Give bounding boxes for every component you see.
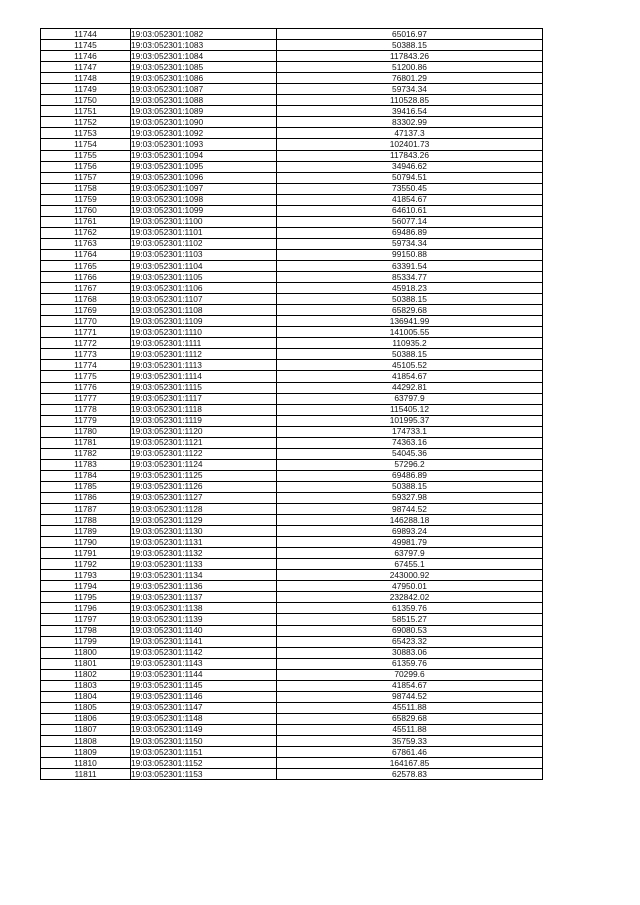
amount-cell: 56077.14: [277, 216, 543, 227]
amount-cell: 98744.52: [277, 691, 543, 702]
cadastral-number-cell: 19:03:052301:1118: [131, 404, 277, 415]
row-number-cell: 11744: [41, 29, 131, 40]
cadastral-number-cell: 19:03:052301:1113: [131, 360, 277, 371]
cadastral-number-cell: 19:03:052301:1150: [131, 736, 277, 747]
row-number-cell: 11770: [41, 316, 131, 327]
table-row: [41, 769, 543, 780]
cadastral-number-cell: 19:03:052301:1145: [131, 680, 277, 691]
cadastral-number-cell: 19:03:052301:1132: [131, 548, 277, 559]
row-number-cell: 11796: [41, 603, 131, 614]
table-row: [41, 537, 543, 548]
row-number-cell: 11752: [41, 117, 131, 128]
amount-cell: 30883.06: [277, 647, 543, 658]
row-number-cell: 11803: [41, 680, 131, 691]
cadastral-number-cell: 19:03:052301:1143: [131, 658, 277, 669]
row-number-cell: 11749: [41, 84, 131, 95]
cadastral-number-cell: 19:03:052301:1108: [131, 305, 277, 316]
cadastral-number-cell: 19:03:052301:1095: [131, 161, 277, 172]
cadastral-number-cell: 19:03:052301:1083: [131, 40, 277, 51]
table-row: [41, 459, 543, 470]
row-number-cell: 11784: [41, 470, 131, 481]
table-row: [41, 393, 543, 404]
cadastral-number-cell: 19:03:052301:1133: [131, 559, 277, 570]
cadastral-number-cell: 19:03:052301:1117: [131, 393, 277, 404]
table-row: [41, 227, 543, 238]
table-row: [41, 481, 543, 492]
row-number-cell: 11777: [41, 393, 131, 404]
cadastral-number-cell: 19:03:052301:1134: [131, 570, 277, 581]
row-number-cell: 11780: [41, 426, 131, 437]
amount-cell: 69486.89: [277, 470, 543, 481]
cadastral-number-cell: 19:03:052301:1096: [131, 172, 277, 183]
cadastral-number-cell: 19:03:052301:1103: [131, 249, 277, 260]
cadastral-number-cell: 19:03:052301:1119: [131, 415, 277, 426]
amount-cell: 67861.46: [277, 747, 543, 758]
cadastral-number-cell: 19:03:052301:1098: [131, 194, 277, 205]
amount-cell: 110528.85: [277, 95, 543, 106]
cadastral-number-cell: 19:03:052301:1082: [131, 29, 277, 40]
cadastral-number-cell: 19:03:052301:1138: [131, 603, 277, 614]
cadastral-number-cell: 19:03:052301:1144: [131, 669, 277, 680]
table-row: [41, 183, 543, 194]
amount-cell: 69486.89: [277, 227, 543, 238]
row-number-cell: 11782: [41, 448, 131, 459]
table-row: [41, 603, 543, 614]
amount-cell: 99150.88: [277, 249, 543, 260]
row-number-cell: 11760: [41, 205, 131, 216]
amount-cell: 64610.61: [277, 205, 543, 216]
table-row: [41, 548, 543, 559]
table-row: [41, 95, 543, 106]
amount-cell: 115405.12: [277, 404, 543, 415]
table-row: [41, 238, 543, 249]
amount-cell: 63797.9: [277, 548, 543, 559]
amount-cell: 34946.62: [277, 161, 543, 172]
amount-cell: 232842.02: [277, 592, 543, 603]
amount-cell: 44292.81: [277, 382, 543, 393]
row-number-cell: 11797: [41, 614, 131, 625]
table-row: [41, 669, 543, 680]
row-number-cell: 11753: [41, 128, 131, 139]
cadastral-number-cell: 19:03:052301:1121: [131, 437, 277, 448]
amount-cell: 50388.15: [277, 481, 543, 492]
amount-cell: 41854.67: [277, 194, 543, 205]
amount-cell: 65423.32: [277, 636, 543, 647]
row-number-cell: 11754: [41, 139, 131, 150]
amount-cell: 50794.51: [277, 172, 543, 183]
amount-cell: 50388.15: [277, 40, 543, 51]
row-number-cell: 11746: [41, 51, 131, 62]
table-row: [41, 559, 543, 570]
row-number-cell: 11801: [41, 658, 131, 669]
amount-cell: 243000.92: [277, 570, 543, 581]
amount-cell: 35759.33: [277, 736, 543, 747]
cadastral-number-cell: 19:03:052301:1139: [131, 614, 277, 625]
cadastral-number-cell: 19:03:052301:1104: [131, 260, 277, 271]
row-number-cell: 11800: [41, 647, 131, 658]
cadastral-number-cell: 19:03:052301:1089: [131, 106, 277, 117]
row-number-cell: 11748: [41, 73, 131, 84]
row-number-cell: 11779: [41, 415, 131, 426]
data-table: [40, 28, 543, 780]
amount-cell: 65829.68: [277, 713, 543, 724]
table-row: [41, 636, 543, 647]
table-row: [41, 415, 543, 426]
cadastral-number-cell: 19:03:052301:1101: [131, 227, 277, 238]
amount-cell: 45105.52: [277, 360, 543, 371]
amount-cell: 73550.45: [277, 183, 543, 194]
amount-cell: 50388.15: [277, 294, 543, 305]
amount-cell: 47137.3: [277, 128, 543, 139]
table-row: [41, 249, 543, 260]
table-row: [41, 29, 543, 40]
amount-cell: 63797.9: [277, 393, 543, 404]
table-row: [41, 713, 543, 724]
table-row: [41, 724, 543, 735]
row-number-cell: 11798: [41, 625, 131, 636]
row-number-cell: 11789: [41, 526, 131, 537]
row-number-cell: 11778: [41, 404, 131, 415]
row-number-cell: 11765: [41, 260, 131, 271]
document-page: [40, 28, 543, 780]
table-row: [41, 327, 543, 338]
cadastral-number-cell: 19:03:052301:1106: [131, 283, 277, 294]
table-row: [41, 570, 543, 581]
row-number-cell: 11771: [41, 327, 131, 338]
row-number-cell: 11751: [41, 106, 131, 117]
row-number-cell: 11776: [41, 382, 131, 393]
amount-cell: 62578.83: [277, 769, 543, 780]
row-number-cell: 11759: [41, 194, 131, 205]
row-number-cell: 11758: [41, 183, 131, 194]
amount-cell: 45511.88: [277, 702, 543, 713]
row-number-cell: 11750: [41, 95, 131, 106]
table-row: [41, 658, 543, 669]
amount-cell: 41854.67: [277, 680, 543, 691]
amount-cell: 59734.34: [277, 238, 543, 249]
amount-cell: 102401.73: [277, 139, 543, 150]
cadastral-number-cell: 19:03:052301:1124: [131, 459, 277, 470]
row-number-cell: 11807: [41, 724, 131, 735]
cadastral-number-cell: 19:03:052301:1120: [131, 426, 277, 437]
amount-cell: 85334.77: [277, 272, 543, 283]
table-row: [41, 260, 543, 271]
table-row: [41, 360, 543, 371]
table-row: [41, 51, 543, 62]
table-row: [41, 216, 543, 227]
table-row: [41, 581, 543, 592]
cadastral-number-cell: 19:03:052301:1122: [131, 448, 277, 459]
table-row: [41, 283, 543, 294]
row-number-cell: 11773: [41, 349, 131, 360]
amount-cell: 49981.79: [277, 537, 543, 548]
table-row: [41, 382, 543, 393]
cadastral-number-cell: 19:03:052301:1126: [131, 481, 277, 492]
table-row: [41, 492, 543, 503]
table-row: [41, 139, 543, 150]
cadastral-number-cell: 19:03:052301:1128: [131, 504, 277, 515]
cadastral-number-cell: 19:03:052301:1131: [131, 537, 277, 548]
row-number-cell: 11757: [41, 172, 131, 183]
cadastral-number-cell: 19:03:052301:1102: [131, 238, 277, 249]
table-row: [41, 702, 543, 713]
cadastral-number-cell: 19:03:052301:1099: [131, 205, 277, 216]
cadastral-number-cell: 19:03:052301:1129: [131, 515, 277, 526]
amount-cell: 51200.86: [277, 62, 543, 73]
cadastral-number-cell: 19:03:052301:1093: [131, 139, 277, 150]
table-row: [41, 404, 543, 415]
cadastral-number-cell: 19:03:052301:1141: [131, 636, 277, 647]
table-row: [41, 62, 543, 73]
amount-cell: 59734.34: [277, 84, 543, 95]
amount-cell: 117843.26: [277, 150, 543, 161]
cadastral-number-cell: 19:03:052301:1086: [131, 73, 277, 84]
cadastral-number-cell: 19:03:052301:1142: [131, 647, 277, 658]
cadastral-number-cell: 19:03:052301:1109: [131, 316, 277, 327]
row-number-cell: 11775: [41, 371, 131, 382]
row-number-cell: 11766: [41, 272, 131, 283]
cadastral-number-cell: 19:03:052301:1087: [131, 84, 277, 95]
table-row: [41, 515, 543, 526]
amount-cell: 74363.16: [277, 437, 543, 448]
row-number-cell: 11763: [41, 238, 131, 249]
row-number-cell: 11755: [41, 150, 131, 161]
cadastral-number-cell: 19:03:052301:1151: [131, 747, 277, 758]
amount-cell: 65829.68: [277, 305, 543, 316]
amount-cell: 65016.97: [277, 29, 543, 40]
table-row: [41, 647, 543, 658]
cadastral-number-cell: 19:03:052301:1147: [131, 702, 277, 713]
table-row: [41, 117, 543, 128]
table-row: [41, 150, 543, 161]
amount-cell: 69893.24: [277, 526, 543, 537]
row-number-cell: 11792: [41, 559, 131, 570]
amount-cell: 101995.37: [277, 415, 543, 426]
table-row: [41, 614, 543, 625]
amount-cell: 58515.27: [277, 614, 543, 625]
row-number-cell: 11747: [41, 62, 131, 73]
cadastral-number-cell: 19:03:052301:1090: [131, 117, 277, 128]
table-row: [41, 758, 543, 769]
row-number-cell: 11811: [41, 769, 131, 780]
amount-cell: 164167.85: [277, 758, 543, 769]
amount-cell: 54045.36: [277, 448, 543, 459]
table-row: [41, 448, 543, 459]
table-row: [41, 305, 543, 316]
cadastral-number-cell: 19:03:052301:1085: [131, 62, 277, 73]
table-row: [41, 172, 543, 183]
cadastral-number-cell: 19:03:052301:1111: [131, 338, 277, 349]
cadastral-number-cell: 19:03:052301:1136: [131, 581, 277, 592]
amount-cell: 45511.88: [277, 724, 543, 735]
amount-cell: 70299.6: [277, 669, 543, 680]
table-row: [41, 680, 543, 691]
amount-cell: 83302.99: [277, 117, 543, 128]
cadastral-number-cell: 19:03:052301:1114: [131, 371, 277, 382]
amount-cell: 67455.1: [277, 559, 543, 570]
amount-cell: 47950.01: [277, 581, 543, 592]
cadastral-number-cell: 19:03:052301:1084: [131, 51, 277, 62]
row-number-cell: 11781: [41, 437, 131, 448]
amount-cell: 63391.54: [277, 260, 543, 271]
table-row: [41, 526, 543, 537]
row-number-cell: 11774: [41, 360, 131, 371]
table-row: [41, 161, 543, 172]
row-number-cell: 11787: [41, 504, 131, 515]
cadastral-number-cell: 19:03:052301:1125: [131, 470, 277, 481]
amount-cell: 61359.76: [277, 603, 543, 614]
row-number-cell: 11805: [41, 702, 131, 713]
table-row: [41, 437, 543, 448]
table-row: [41, 470, 543, 481]
row-number-cell: 11802: [41, 669, 131, 680]
table-row: [41, 426, 543, 437]
cadastral-number-cell: 19:03:052301:1115: [131, 382, 277, 393]
table-row: [41, 194, 543, 205]
row-number-cell: 11772: [41, 338, 131, 349]
cadastral-number-cell: 19:03:052301:1088: [131, 95, 277, 106]
amount-cell: 146288.18: [277, 515, 543, 526]
row-number-cell: 11785: [41, 481, 131, 492]
row-number-cell: 11794: [41, 581, 131, 592]
amount-cell: 76801.29: [277, 73, 543, 84]
amount-cell: 174733.1: [277, 426, 543, 437]
table-row: [41, 736, 543, 747]
amount-cell: 41854.67: [277, 371, 543, 382]
table-row: [41, 84, 543, 95]
table-row: [41, 106, 543, 117]
row-number-cell: 11768: [41, 294, 131, 305]
cadastral-number-cell: 19:03:052301:1127: [131, 492, 277, 503]
table-row: [41, 691, 543, 702]
cadastral-number-cell: 19:03:052301:1152: [131, 758, 277, 769]
table-row: [41, 316, 543, 327]
row-number-cell: 11809: [41, 747, 131, 758]
cadastral-number-cell: 19:03:052301:1100: [131, 216, 277, 227]
cadastral-number-cell: 19:03:052301:1097: [131, 183, 277, 194]
table-row: [41, 747, 543, 758]
row-number-cell: 11788: [41, 515, 131, 526]
cadastral-number-cell: 19:03:052301:1149: [131, 724, 277, 735]
row-number-cell: 11810: [41, 758, 131, 769]
amount-cell: 59327.98: [277, 492, 543, 503]
row-number-cell: 11756: [41, 161, 131, 172]
cadastral-number-cell: 19:03:052301:1112: [131, 349, 277, 360]
cadastral-number-cell: 19:03:052301:1092: [131, 128, 277, 139]
row-number-cell: 11764: [41, 249, 131, 260]
row-number-cell: 11767: [41, 283, 131, 294]
cadastral-number-cell: 19:03:052301:1153: [131, 769, 277, 780]
amount-cell: 141005.55: [277, 327, 543, 338]
row-number-cell: 11799: [41, 636, 131, 647]
row-number-cell: 11786: [41, 492, 131, 503]
amount-cell: 117843.26: [277, 51, 543, 62]
row-number-cell: 11745: [41, 40, 131, 51]
row-number-cell: 11790: [41, 537, 131, 548]
row-number-cell: 11762: [41, 227, 131, 238]
row-number-cell: 11761: [41, 216, 131, 227]
table-row: [41, 349, 543, 360]
row-number-cell: 11804: [41, 691, 131, 702]
amount-cell: 45918.23: [277, 283, 543, 294]
cadastral-number-cell: 19:03:052301:1130: [131, 526, 277, 537]
row-number-cell: 11806: [41, 713, 131, 724]
row-number-cell: 11783: [41, 459, 131, 470]
cadastral-number-cell: 19:03:052301:1148: [131, 713, 277, 724]
amount-cell: 110935.2: [277, 338, 543, 349]
amount-cell: 98744.52: [277, 504, 543, 515]
row-number-cell: 11808: [41, 736, 131, 747]
cadastral-number-cell: 19:03:052301:1105: [131, 272, 277, 283]
table-row: [41, 73, 543, 84]
cadastral-number-cell: 19:03:052301:1146: [131, 691, 277, 702]
row-number-cell: 11795: [41, 592, 131, 603]
cadastral-number-cell: 19:03:052301:1107: [131, 294, 277, 305]
table-row: [41, 504, 543, 515]
row-number-cell: 11769: [41, 305, 131, 316]
row-number-cell: 11793: [41, 570, 131, 581]
table-row: [41, 592, 543, 603]
table-row: [41, 625, 543, 636]
table-row: [41, 294, 543, 305]
cadastral-number-cell: 19:03:052301:1137: [131, 592, 277, 603]
table-body: [41, 29, 543, 780]
cadastral-number-cell: 19:03:052301:1094: [131, 150, 277, 161]
amount-cell: 69080.53: [277, 625, 543, 636]
row-number-cell: 11791: [41, 548, 131, 559]
amount-cell: 50388.15: [277, 349, 543, 360]
cadastral-number-cell: 19:03:052301:1110: [131, 327, 277, 338]
table-row: [41, 371, 543, 382]
amount-cell: 57296.2: [277, 459, 543, 470]
amount-cell: 136941.99: [277, 316, 543, 327]
table-row: [41, 272, 543, 283]
amount-cell: 61359.76: [277, 658, 543, 669]
table-row: [41, 338, 543, 349]
table-row: [41, 40, 543, 51]
table-row: [41, 128, 543, 139]
cadastral-number-cell: 19:03:052301:1140: [131, 625, 277, 636]
amount-cell: 39416.54: [277, 106, 543, 117]
table-row: [41, 205, 543, 216]
